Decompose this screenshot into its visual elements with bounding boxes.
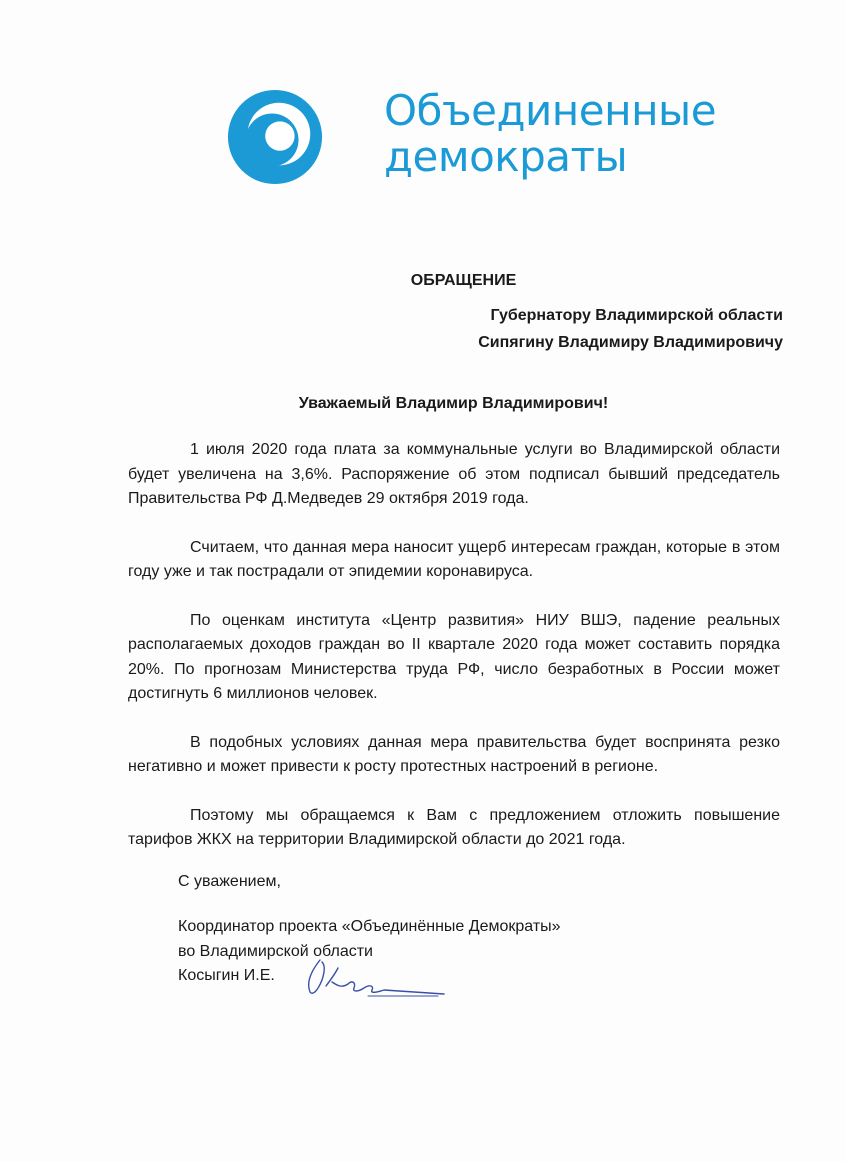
logo-line-2: демократы <box>384 132 628 181</box>
logo-line-1: Объединенные <box>384 86 717 135</box>
paragraph: По оценкам института «Центр развития» НИУ ВШЭ, падение реальных располагаемых доходов граждан во II квартале 2020 года может составить порядка 20%. По прогнозам Министерства труда РФ, число безработных в России может достигнуть 6 миллионов человек. <box>128 611 780 702</box>
paragraph: Считаем, что данная мера наносит ущерб интересам граждан, которые в этом году уже и так пострадали от эпидемии коронавируса. <box>128 538 780 580</box>
paragraph: Поэтому мы обращаемся к Вам с предложением отложить повышение тарифов ЖКХ на территории Владимирской области до 2021 года. <box>128 806 780 848</box>
salutation: Уважаемый Владимир Владимирович! <box>298 395 609 412</box>
signatory-line-1: Координатор проекта «Объединённые Демократы» <box>178 918 561 935</box>
logo-swirl-icon <box>226 88 324 186</box>
addressee-line-2: Сипягину Владимиру Владимировичу <box>478 334 783 351</box>
signatory-line-2: во Владимирской области <box>178 942 373 960</box>
handwritten-signature <box>298 952 448 1002</box>
closing-phrase: С уважением, <box>178 873 281 890</box>
document-title: ОБРАЩЕНИЕ <box>410 272 517 289</box>
paragraph: В подобных условиях данная мера правительства будет воспринята резко негативно и может привести к росту протестных настроений в регионе. <box>128 733 780 775</box>
letter-body <box>128 438 780 877</box>
addressee-block <box>478 302 783 356</box>
addressee-line-1: Губернатору Владимирской области <box>490 307 783 324</box>
logo <box>226 88 746 198</box>
signatory-name: Косыгин И.Е. <box>178 967 275 984</box>
paragraph: 1 июля 2020 года плата за коммунальные услуги во Владимирской области будет увеличена на 3,6%. Распоряжение об этом подписал бывший председатель Правительства РФ Д.Медведев 29 октября 2019 года. <box>128 441 780 507</box>
logo-wordmark <box>384 88 716 180</box>
